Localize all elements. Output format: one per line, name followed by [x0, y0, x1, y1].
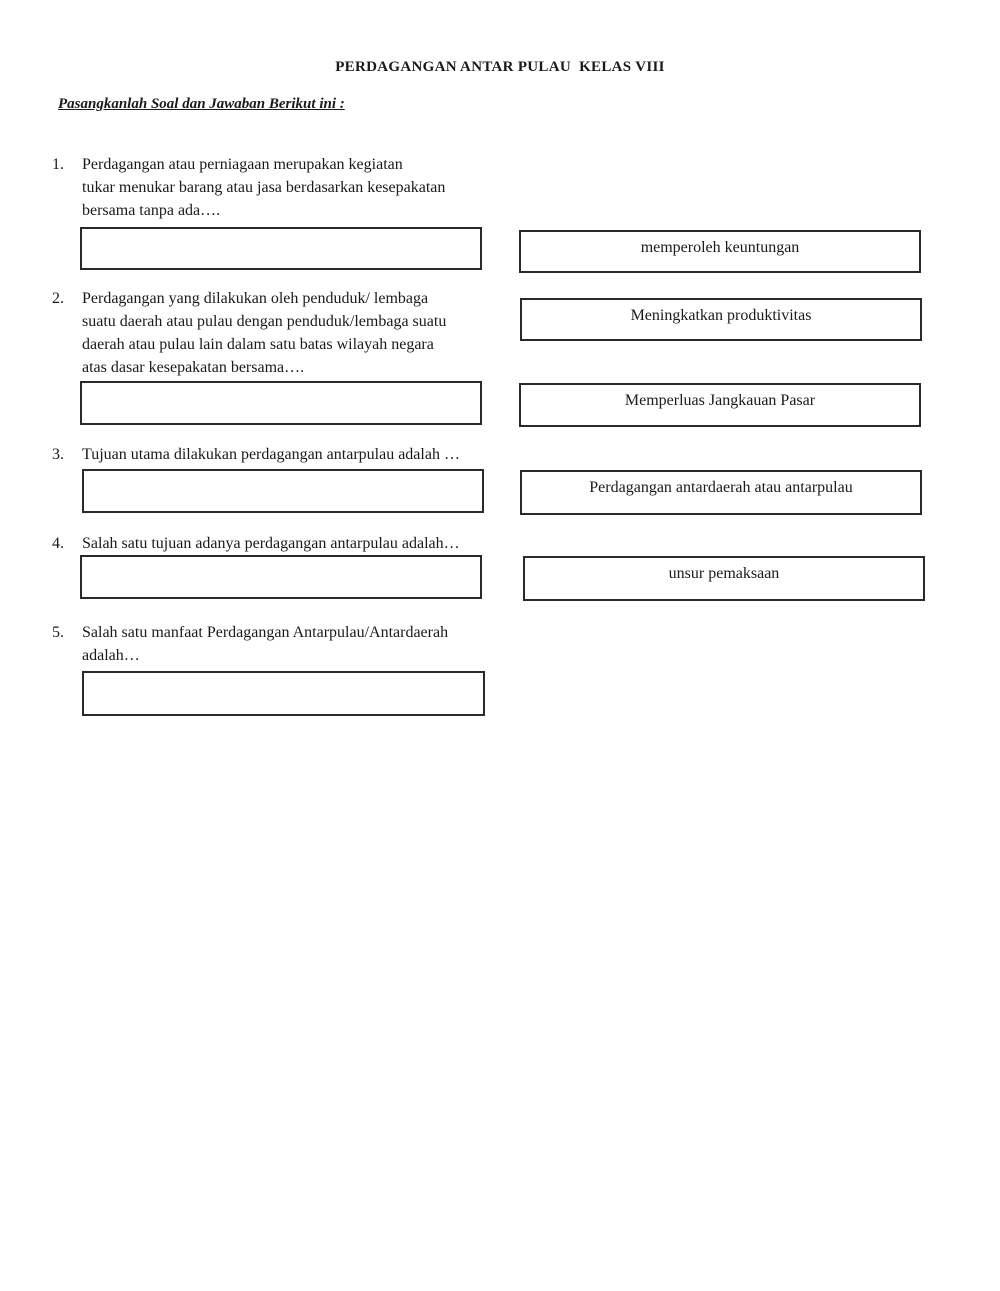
answer-drop-zone-2[interactable]: [80, 381, 482, 425]
question-3-text: Tujuan utama dilakukan perdagangan antarpulau adalah …: [82, 446, 460, 463]
question-3-number: 3.: [52, 446, 64, 463]
option-unsur-pemaksaan[interactable]: unsur pemaksaan: [523, 556, 925, 601]
option-memperluas-jangkauan-pasar[interactable]: Memperluas Jangkauan Pasar: [519, 383, 921, 427]
question-4-text: Salah satu tujuan adanya perdagangan antarpulau adalah…: [82, 535, 460, 552]
page-title: PERDAGANGAN ANTAR PULAU KELAS VIII: [335, 59, 665, 75]
option-memperoleh-keuntungan[interactable]: memperoleh keuntungan: [519, 230, 921, 273]
option-perdagangan-antardaerah[interactable]: Perdagangan antardaerah atau antarpulau: [520, 470, 922, 515]
question-2-number: 2.: [52, 290, 64, 307]
answer-drop-zone-5[interactable]: [82, 671, 485, 716]
question-1-number: 1.: [52, 156, 64, 173]
option-meningkatkan-produktivitas[interactable]: Meningkatkan produktivitas: [520, 298, 922, 341]
question-4-number: 4.: [52, 535, 64, 552]
question-5-text: Salah satu manfaat Perdagangan Antarpulau/Antardaerah adalah…: [82, 624, 449, 664]
answer-drop-zone-4[interactable]: [80, 555, 482, 599]
question-1-text: Perdagangan atau perniagaan merupakan kegiatan tukar menukar barang atau jasa berdasarkan kesepakatan bersama tanpa ada….: [82, 156, 446, 219]
question-5-number: 5.: [52, 624, 64, 641]
instruction-text: Pasangkanlah Soal dan Jawaban Berikut ini :: [58, 96, 345, 112]
answer-drop-zone-3[interactable]: [82, 469, 484, 513]
question-2-text: Perdagangan yang dilakukan oleh penduduk/ lembaga suatu daerah atau pulau dengan penduduk/lembaga suatu daerah atau pulau lain dalam satu batas wilayah negara atas dasar kesepakatan bersama….: [82, 290, 447, 376]
answer-drop-zone-1[interactable]: [80, 227, 482, 270]
